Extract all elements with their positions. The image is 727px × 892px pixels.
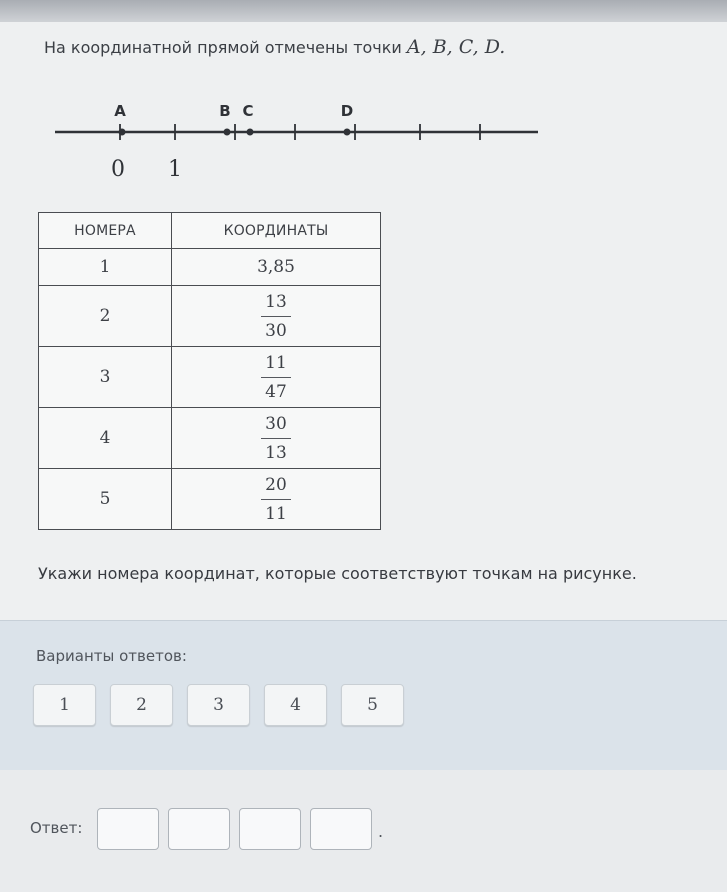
row-number: 4 [39,408,172,469]
number-line [40,102,550,192]
row-number: 2 [39,286,172,347]
header-coordinates: КООРДИНАТЫ [172,213,381,249]
row-coordinate [172,469,381,530]
point-c-dot [247,129,254,136]
option-1-button[interactable]: 1 [33,684,96,726]
point-d-label: D [340,102,354,120]
table-row [39,408,381,469]
fraction [261,355,291,401]
table-row [39,347,381,408]
numerator: 13 [261,294,291,317]
fraction [261,294,291,340]
tick-label-0: 0 [111,157,125,182]
coordinates-table [38,212,381,530]
answer-slot-1[interactable] [97,808,159,850]
row-coordinate [172,347,381,408]
option-2-button[interactable]: 2 [110,684,173,726]
table-row [39,249,381,286]
answer-end-mark: . [378,822,384,841]
numerator: 20 [261,477,291,500]
option-3-button[interactable]: 3 [187,684,250,726]
answer-options-title: Варианты ответов: [36,647,187,665]
row-number: 5 [39,469,172,530]
question-points: A, B, C, D. [406,36,506,58]
question-main: На координатной прямой отмечены точки [44,38,402,57]
point-b-dot [224,129,231,136]
answer-slot-4[interactable] [310,808,372,850]
table-row [39,469,381,530]
denominator: 13 [265,443,287,463]
denominator: 11 [265,504,287,524]
question-text [44,36,704,58]
row-number: 1 [39,249,172,286]
instruction-text: Укажи номера координат, которые соответствуют точкам на рисунке. [38,564,637,583]
header-numbers: НОМЕРА [39,213,172,249]
row-coordinate: 3,85 [172,249,381,286]
answer-slot-3[interactable] [239,808,301,850]
denominator: 30 [265,321,287,341]
task-content [0,22,727,620]
tick-label-1: 1 [168,157,182,182]
option-4-button[interactable]: 4 [264,684,327,726]
answer-slot-2[interactable] [168,808,230,850]
point-b-label: B [219,102,231,120]
option-5-button[interactable]: 5 [341,684,404,726]
answer-options-panel [0,620,727,771]
row-number: 3 [39,347,172,408]
point-c-label: C [242,102,254,120]
numerator: 11 [261,355,291,378]
point-a-label: A [114,102,126,120]
table-row [39,286,381,347]
row-coordinate [172,286,381,347]
row-coordinate [172,408,381,469]
fraction [261,477,291,523]
answer-row [0,770,727,892]
numerator: 30 [261,416,291,439]
point-a-dot [119,129,126,136]
denominator: 47 [265,382,287,402]
point-d-dot [344,129,351,136]
answer-label: Ответ: [30,819,83,837]
fraction [261,416,291,462]
top-bar [0,0,727,23]
